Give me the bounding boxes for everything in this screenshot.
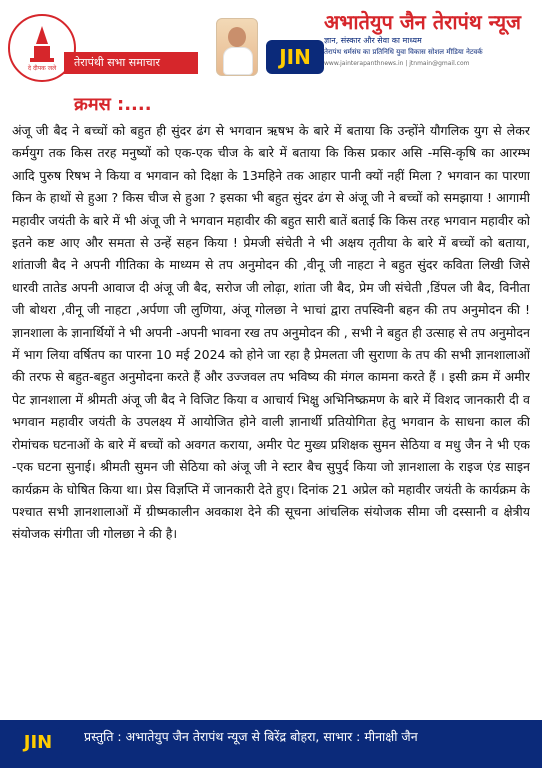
jin-logo: JIN bbox=[266, 40, 324, 74]
footer-credit: प्रस्तुति : अभातेयुप जैन तेरापंथ न्यूज से बिरेंद्र बोहरा, साभार : मीनाक्षी जैन bbox=[84, 729, 418, 744]
emblem-caption: दे दीपक जले bbox=[27, 65, 57, 72]
footer-jin-logo: JIN bbox=[14, 728, 62, 758]
brand-subtitle: ज्ञान, संस्कार और सेवा का माध्यम bbox=[324, 36, 422, 45]
header-band: तेरापंथी सभा समाचार bbox=[64, 52, 198, 74]
portrait-body-icon bbox=[223, 47, 253, 75]
flame-emblem-icon bbox=[20, 24, 64, 64]
brand-tagline: तेरापंथ धर्मसंघ का प्रतिनिधि युवा विकास सोशल मीडिया नेटवर्क bbox=[324, 48, 483, 56]
portrait-face-icon bbox=[228, 27, 246, 47]
acharya-portrait bbox=[216, 18, 258, 76]
header bbox=[0, 0, 542, 88]
article-body: अंजू जी बैद ने बच्चों को बहुत ही सुंदर ढंग से भगवान ऋषभ के बारे में बताया कि उन्होंने यौगलिक युग से लेकर कर्मयुग तक किस तरह मनुष्यों को एक-एक चीज के बारे में बताया कि किस प्रकार असि -मसि-कृषि का आरम्भ आदि पुरुष रिषभ ने किया व भगवान को दिक्षा के 13महिने तक आहार पानी क्यों नहीं मिला ? भगवान का पारणा किन के हाथों से हुआ ? किस चीज से हुआ ? इसका भी बहुत सुंदर ढंग से अंजू जी ने बच्चों को समझाया ! आगामी महावीर जयंती के बारे में भी अंजू जी ने भगवान महावीर की बहुत सारी बातें बताई कि किस तरह भगवान महावीर को इतने कष्ट आए और समता से उन्हें सहन किया ! प्रेमजी संचेती ने भी अक्षय तृतीया के बारे में बच्चों को बताया, शांताजी बैद ने अपनी गीतिका के माध्यम से तप अनुमोदन की ,वीनू जी नाहटा ने बहुत सुंदर कविता लिखी जिसे धारवी तातेड अपनी आवाज दी अंजू जी बैद, सरोज जी लोढ़ा, शांता जी बैद, प्रेम जी संचेती ,डिंपल जी बैद, विनीता जी बोथरा ,वीनू जी नाहटा ,अर्पणा जी लुणिया, अंजू गोलछा ने भाचां द्वारा तपस्विनी बहन की तप अनुमोदन की ! ज्ञानशाला के ज्ञानार्थियों ने भी अपनी -अपनी भावना रख तप अनुमोदन की , सभी ने बहुत ही उत्साह से तप अनुमोदन में भाग लिया वर्षितप का पारना 10 मई 2024 को होने जा रहा है प्रेमलता जी सुराणा के तप की सभी ज्ञानशालाओं की तरफ से बहुत-बहुत अनुमोदना करते हैं और उज्जवल तप भविष्य की मंगल कामना करते हैं । इसी क्रम में अमीर पेट ज्ञानशाला में श्रीमती अंजू जी बैद ने विजिट किया व आचार्य भिक्षु अभिनिष्क्रमण के बारे में विशद जानकारी दी व भगवान महावीर जयंती के उपलक्ष्य में आयोजित होने वाली ज्ञानार्थी प्रतियोगिता हेतु भगवान के साधना काल की रोमांचक घटनाओं के बारे में बच्चों को अवगत कराया, अमीर पेट मुख्य प्रशिक्षक सुमन सेठिया व मधु जैन ने भी एक -एक घटना सुनाई। श्रीमती सुमन जी सेठिया को अंजू जी ने स्टार बैच सुपुर्द किया जो ज्ञानशाला के राइज एंड साइन कार्यक्रम के घोषित किया था। प्रेस विज्ञप्ति में जानकारी देते हुए। दिनांक 21 अप्रेल को महावीर जयंती के कार्यक्रम के पश्चात सभी ज्ञानशालाओं में ग्रीष्मकालीन अवकाश देने की सूचना आंचलिक संयोजक सीमा जी दस्सानी व क्षेत्रीय संयोजक संगीता जी गोलछा ने की है। bbox=[12, 123, 530, 542]
section-heading: क्रमस :.... bbox=[74, 94, 152, 115]
brand-contact: www.jainterapanthnews.in | jtnmain@gmail.com bbox=[324, 60, 470, 67]
brand-title: अभातेयुप जैन तेरापंथ न्यूज bbox=[324, 10, 521, 34]
